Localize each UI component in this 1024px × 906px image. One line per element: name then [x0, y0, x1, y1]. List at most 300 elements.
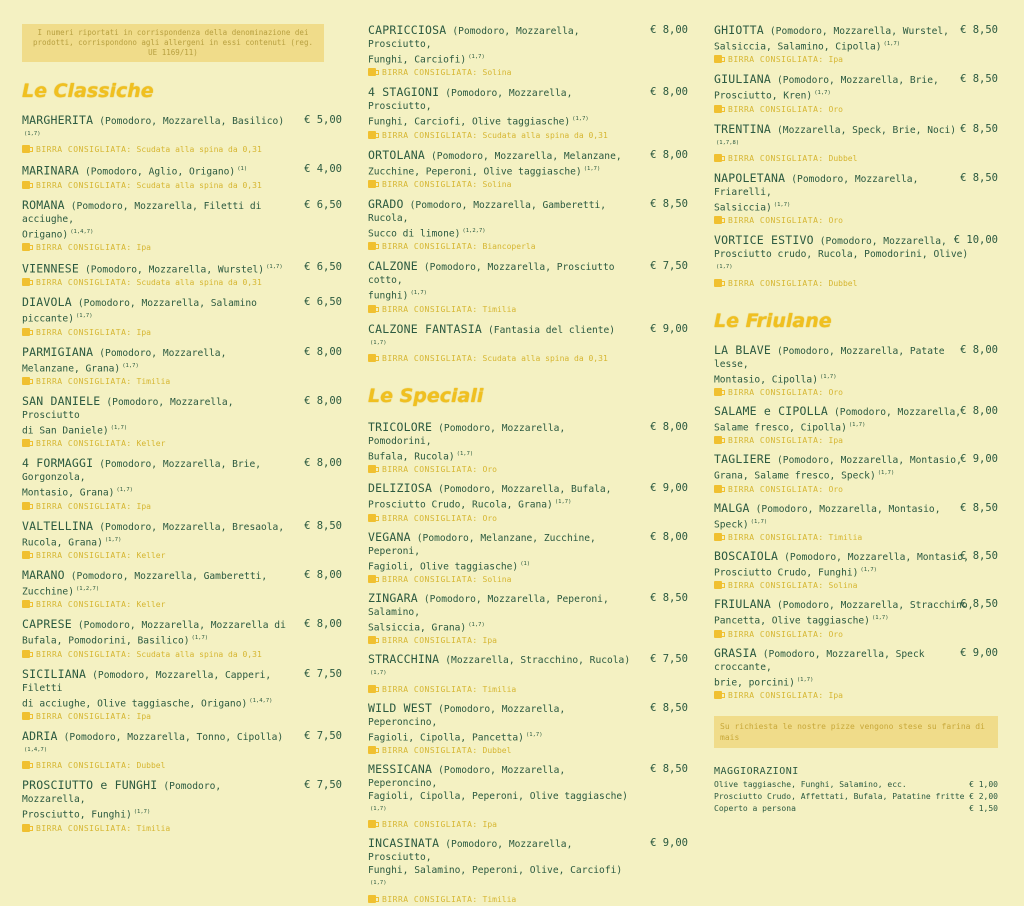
pizza-ingredients: (Pomodoro, Mozzarella, Speck croccante, [714, 648, 925, 673]
menu-item [368, 421, 688, 476]
beer-label: BIRRA CONSIGLIATA: [36, 439, 132, 449]
beer-name: Keller [136, 550, 166, 560]
beer-name: Timilia [828, 532, 863, 542]
menu-item-text [368, 24, 632, 66]
beer-name: Ipa [136, 242, 151, 252]
pizza-name: ORTOLANA [368, 147, 425, 162]
allergen-codes: (1,7) [122, 362, 139, 369]
pizza-ingredients: (Pomodoro, Mozzarella, Stracchino, [777, 600, 974, 612]
allergen-codes: (1,7) [819, 373, 837, 380]
menu-item-text [368, 482, 632, 511]
menu-item-text [22, 569, 286, 598]
pizza-ingredients: (Pomodoro, Mozzarella, Wurstel, [769, 26, 949, 37]
beer-mug-icon [22, 243, 30, 251]
menu-item-text [368, 260, 632, 302]
pizza-price: € 5,00 [304, 114, 342, 126]
pizza-ingredients: brie, porcini) [714, 676, 795, 688]
pizza-ingredients: (Pomodoro, Mozzarella, Montasio, [777, 455, 962, 467]
pizza-price: € 9,00 [650, 482, 688, 495]
pizza-name: BOSCAIOLA [714, 548, 779, 563]
menu-column-2 [368, 0, 688, 906]
pizza-ingredients: (Pomodoro, Mozzarella, Pomodorini, [368, 422, 566, 447]
beer-name: Oro [482, 513, 497, 523]
menu-item-text [368, 149, 632, 178]
beer-mug-icon [368, 465, 376, 473]
menu-item [714, 405, 998, 447]
beer-name: Ipa [828, 55, 843, 65]
allergen-codes: (1,7) [860, 566, 877, 573]
section-title-speciali: Le Speciali [368, 384, 484, 407]
beer-label: BIRRA CONSIGLIATA: [36, 180, 132, 190]
beer-label: BIRRA CONSIGLIATA: [36, 376, 132, 386]
beer-mug-icon [22, 650, 30, 658]
pizza-ingredients: (Pomodoro, Mozzarella, Peperoncino, [368, 764, 566, 789]
beer-recommendation [714, 690, 998, 702]
allergen-codes: (1,7) [370, 339, 387, 346]
pizza-price: € 8,50 [650, 762, 688, 775]
beer-mug-icon [714, 388, 722, 396]
beer-label: BIRRA CONSIGLIATA: [728, 532, 824, 542]
beer-recommendation [368, 684, 688, 696]
allergen-codes: (1,7) [133, 809, 151, 816]
maggiorazione-price: € 2,00 [969, 791, 998, 801]
beer-mug-icon [714, 105, 722, 113]
beer-label: BIRRA CONSIGLIATA: [728, 55, 824, 65]
pizza-ingredients: (Pomodoro, Mozzarella, Peperoni, Salamino, [368, 593, 609, 618]
allergen-codes: (1,4,7) [24, 746, 48, 753]
pizza-price: € 8,00 [650, 420, 688, 433]
beer-label: BIRRA CONSIGLIATA: [728, 278, 824, 288]
beer-recommendation [714, 532, 998, 544]
beer-label: BIRRA CONSIGLIATA: [36, 501, 132, 511]
pizza-ingredients: Fagioli, Cipolla, Peperoni, Olive taggiasche) [368, 790, 628, 802]
beer-label: BIRRA CONSIGLIATA: [382, 68, 478, 78]
menu-item [22, 395, 342, 450]
beer-label: BIRRA CONSIGLIATA: [36, 711, 132, 721]
beer-name: Oro [828, 629, 843, 639]
pizza-name: 4 STAGIONI [368, 85, 440, 100]
menu-item-text [368, 198, 632, 240]
pizza-name: SICILIANA [22, 666, 87, 681]
beer-mug-icon [22, 824, 30, 832]
menu-item-text [714, 405, 978, 434]
pizza-name: LA BLAVE [714, 342, 771, 357]
pizza-name: TRENTINA [714, 121, 771, 136]
beer-mug-icon [368, 131, 376, 139]
pizza-price: € 8,50 [960, 549, 998, 562]
menu-item-text [22, 779, 286, 821]
beer-name: Ipa [136, 501, 151, 511]
pizza-ingredients: Prosciutto, Funghi) [22, 809, 132, 821]
beer-label: BIRRA CONSIGLIATA: [728, 690, 824, 700]
allergen-codes: (1,7) [750, 518, 768, 525]
beer-label: BIRRA CONSIGLIATA: [382, 894, 478, 904]
allergen-codes: (1,7) [370, 805, 387, 812]
menu-item [22, 261, 342, 289]
pizza-name: GRASIA [714, 645, 757, 660]
allergen-codes: (1,7) [191, 635, 209, 642]
beer-name: Timilia [482, 894, 517, 904]
beer-mug-icon [22, 181, 30, 189]
menu-item-text [22, 346, 286, 375]
pizza-ingredients: Prosciutto Crudo, Rucola, Grana) [368, 499, 553, 511]
pizza-ingredients: Salsiccia, Grana) [368, 622, 467, 634]
pizza-ingredients: (Pomodoro, Mozzarella, Montasio, Speck) [714, 503, 941, 530]
allergen-codes: (1,7) [24, 131, 41, 137]
beer-name: Ipa [828, 436, 843, 446]
pizza-ingredients: (Pomodoro, Mozzarella, Gamberetti, Zucchine) [22, 570, 268, 598]
beer-recommendation [22, 711, 342, 723]
beer-name: Solina [828, 581, 858, 591]
beer-recommendation [714, 54, 998, 66]
menu-item [22, 730, 342, 772]
allergen-codes: (1,7) [848, 421, 866, 428]
pizza-name: INCASINATA [368, 836, 440, 851]
menu-item-text [368, 323, 632, 352]
menu-item [368, 198, 688, 253]
pizza-price: € 8,50 [304, 519, 342, 532]
pizza-ingredients: (Pomodoro, Mozzarella, Prosciutto, [368, 26, 580, 50]
pizza-ingredients: Prosciutto, Kren) [714, 90, 813, 102]
menu-item-text [714, 453, 978, 482]
beer-recommendation [368, 464, 688, 476]
pizza-ingredients: (Pomodoro, Mozzarella, Brie, Gorgonzola, [22, 459, 262, 484]
menu-item [368, 837, 688, 905]
beer-mug-icon [22, 377, 30, 385]
beer-recommendation [22, 376, 342, 388]
allergen-codes: (1,7) [583, 165, 601, 172]
beer-mug-icon [714, 279, 722, 287]
menu-item [368, 86, 688, 141]
pizza-name: TAGLIERE [714, 452, 771, 467]
menu-item [368, 702, 688, 757]
beer-mug-icon [368, 820, 376, 828]
menu-item-text [714, 73, 978, 102]
beer-name: Timilia [482, 684, 517, 694]
menu-item-text [22, 520, 286, 549]
pizza-name: PROSCIUTTO e FUNGHI [22, 778, 158, 793]
pizza-price: € 7,50 [304, 667, 342, 680]
pizza-name: CAPRICCIOSA [368, 23, 447, 37]
pizza-price: € 8,50 [650, 701, 688, 714]
beer-mug-icon [22, 600, 30, 608]
beer-mug-icon [368, 180, 376, 188]
beer-mug-icon [714, 485, 722, 493]
menu-item [714, 502, 998, 544]
beer-name: Ipa [482, 820, 497, 830]
menu-item [714, 73, 998, 115]
beer-recommendation [368, 745, 688, 757]
menu-item [368, 531, 688, 586]
maggiorazione-row [714, 803, 998, 815]
allergen-codes: (1,7) [110, 424, 128, 431]
beer-mug-icon [368, 575, 376, 583]
pizza-price: € 8,00 [960, 404, 998, 417]
menu-item [22, 569, 342, 611]
allergen-codes: (1,7) [468, 54, 485, 60]
menu-item [368, 24, 688, 79]
allergen-codes: (1,4,7) [249, 697, 273, 704]
beer-recommendation [22, 823, 342, 835]
menu-item [714, 598, 998, 640]
beer-mug-icon [368, 242, 376, 250]
pizza-ingredients: (Mozzarella, Stracchino, Rucola) [445, 655, 631, 667]
beer-mug-icon [368, 636, 376, 644]
pizza-ingredients: Origano) [22, 228, 69, 240]
beer-recommendation [22, 599, 342, 611]
beer-mug-icon [22, 145, 30, 153]
beer-mug-icon [22, 712, 30, 720]
beer-recommendation [368, 179, 688, 191]
pizza-price: € 6,50 [304, 296, 342, 309]
beer-mug-icon [368, 354, 376, 362]
menu-item-text [714, 550, 978, 579]
allergen-codes: (1,7) [468, 621, 485, 628]
allergen-codes: (1,7) [796, 676, 814, 683]
beer-mug-icon [368, 895, 376, 903]
pizza-name: CALZONE [368, 259, 418, 274]
beer-name: Dubbel [482, 745, 512, 755]
menu-item-text [22, 296, 286, 325]
pizza-price: € 8,00 [960, 343, 998, 356]
pizza-ingredients: (Pomodoro, Mozzarella, Wurstel) [85, 264, 265, 276]
pizza-price: € 6,50 [304, 260, 342, 273]
maggiorazione-price: € 1,50 [969, 803, 998, 813]
menu-item-text [22, 199, 286, 241]
beer-recommendation [22, 144, 342, 156]
beer-name: Oro [828, 216, 843, 226]
pizza-ingredients: Rucola, Grana) [22, 536, 103, 548]
pizza-name: MALGA [714, 500, 750, 515]
pizza-ingredients: Funghi, Salamino, Peperoni, Olive, Carciofi) [368, 865, 623, 877]
beer-name: Timilia [136, 823, 171, 833]
pizza-ingredients: (Pomodoro, Mozzarella, Prosciutto, [368, 88, 573, 113]
pizza-name: MESSICANA [368, 761, 433, 776]
beer-recommendation [714, 278, 998, 290]
allergen-codes: (1) [237, 166, 248, 173]
pizza-name: CAPRESE [22, 617, 72, 632]
beer-mug-icon [368, 68, 376, 76]
pizza-ingredients: funghi) [368, 290, 409, 302]
pizza-ingredients: (Pomodoro, Mozzarella, Tonno, Cipolla) [63, 731, 284, 743]
beer-recommendation [368, 574, 688, 586]
menu-item [22, 296, 342, 338]
beer-name: Biancoperla [482, 242, 536, 252]
beer-name: Dubbel [828, 278, 858, 288]
beer-name: Keller [136, 439, 166, 449]
beer-recommendation [22, 501, 342, 513]
maggiorazione-label: Coperto a persona [714, 803, 796, 813]
beer-name: Scudata alla spina da 0,31 [136, 649, 262, 659]
beer-label: BIRRA CONSIGLIATA: [382, 820, 478, 830]
pizza-ingredients: Montasio, Cipolla) [714, 373, 818, 385]
pizza-name: MARINARA [22, 163, 79, 178]
beer-mug-icon [22, 328, 30, 336]
beer-name: Ipa [136, 327, 151, 337]
beer-name: Keller [136, 600, 166, 610]
menu-item [22, 163, 342, 191]
beer-name: Scudata alla spina da 0,31 [136, 145, 262, 155]
maggiorazioni-title: MAGGIORAZIONI [714, 765, 799, 777]
allergen-codes: (1,7) [572, 116, 589, 123]
pizza-price: € 9,00 [960, 646, 998, 659]
beer-name: Oro [828, 484, 843, 494]
pizza-price: € 9,00 [650, 322, 688, 335]
beer-label: BIRRA CONSIGLIATA: [36, 145, 132, 155]
section-title-friulane: Le Friulane [714, 309, 832, 332]
pizza-price: € 8,50 [960, 73, 998, 86]
pizza-ingredients: (Pomodoro, Mozzarella, Prosciutto, [368, 839, 573, 864]
allergen-codes: (1,7,8) [716, 139, 740, 146]
menu-item-text [22, 730, 286, 759]
menu-item-text [714, 598, 978, 627]
menu-item [368, 323, 688, 365]
beer-name: Timilia [136, 376, 171, 386]
beer-recommendation [22, 327, 342, 339]
allergen-codes: (1,7) [877, 470, 895, 477]
menu-item [714, 234, 998, 289]
pizza-ingredients: (Pomodoro, Mozzarella, Capperi, Filetti [22, 669, 272, 694]
beer-mug-icon [22, 278, 30, 286]
menu-item [714, 647, 998, 702]
menu-item-text [368, 653, 632, 682]
maggiorazione-label: Olive taggiasche, Funghi, Salamino, ecc. [714, 779, 907, 789]
beer-name: Scudata alla spina da 0,31 [136, 180, 262, 190]
pizza-ingredients: Pancetta, Olive taggiasche) [714, 615, 870, 627]
pizza-price: € 8,00 [650, 86, 688, 99]
pizza-name: GIULIANA [714, 72, 771, 87]
pizza-name: GHIOTTA [714, 23, 764, 37]
pizza-price: € 8,00 [650, 24, 688, 36]
pizza-ingredients: (Pomodoro, Mozzarella, Patate lesse, [714, 345, 945, 370]
allergen-codes: (1,4,7) [70, 228, 94, 235]
pizza-name: SALAME e CIPOLLA [714, 403, 828, 418]
menu-item [368, 653, 688, 695]
beer-mug-icon [714, 581, 722, 589]
pizza-ingredients: (Mozzarella, Speck, Brie, Noci) [777, 124, 957, 136]
beer-mug-icon [714, 154, 722, 162]
pizza-price: € 7,50 [650, 653, 688, 666]
menu-item-text [714, 234, 978, 276]
allergen-codes: (1,7) [116, 487, 133, 494]
menu-item [368, 149, 688, 191]
pizza-ingredients: (Pomodoro, Mozzarella, Mozzarella di [77, 620, 286, 632]
beer-name: Dubbel [828, 153, 858, 163]
beer-recommendation [714, 104, 998, 116]
beer-recommendation [22, 760, 342, 772]
beer-label: BIRRA CONSIGLIATA: [382, 465, 478, 475]
pizza-ingredients: (Pomodoro, Mozzarella, Melanzane, Grana) [22, 347, 227, 374]
maggiorazione-price: € 1,00 [969, 779, 998, 789]
beer-recommendation [368, 513, 688, 525]
beer-mug-icon [22, 439, 30, 447]
pizza-ingredients: (Pomodoro, Mozzarella, Basilico) [99, 116, 285, 127]
beer-label: BIRRA CONSIGLIATA: [728, 629, 824, 639]
beer-label: BIRRA CONSIGLIATA: [36, 600, 132, 610]
beer-recommendation [714, 629, 998, 641]
section-title-classiche: Le Classiche [22, 80, 154, 102]
beer-label: BIRRA CONSIGLIATA: [728, 484, 824, 494]
beer-recommendation [714, 435, 998, 447]
pizza-price: € 8,00 [650, 148, 688, 161]
pizza-ingredients: (Pomodoro, Mozzarella, Prosciutto [22, 396, 234, 421]
beer-label: BIRRA CONSIGLIATA: [728, 153, 824, 163]
beer-label: BIRRA CONSIGLIATA: [382, 130, 478, 140]
maggiorazioni-list [714, 779, 998, 815]
allergen-codes: (1) [520, 560, 531, 567]
pizza-ingredients: (Pomodoro, Mozzarella, [819, 236, 947, 248]
pizza-ingredients: (Pomodoro, Mozzarella, [834, 406, 962, 418]
pizza-ingredients: (Pomodoro, Mozzarella, Brie, [777, 75, 939, 87]
pizza-name: STRACCHINA [368, 652, 440, 667]
beer-recommendation [368, 894, 688, 906]
beer-label: BIRRA CONSIGLIATA: [728, 581, 824, 591]
menu-item [714, 344, 998, 399]
pizza-price: € 9,00 [650, 837, 688, 850]
pizza-ingredients: Prosciutto Crudo, Funghi) [714, 567, 859, 579]
beer-name: Ipa [828, 690, 843, 700]
menu-item [22, 520, 342, 562]
beer-recommendation [714, 580, 998, 592]
pizza-ingredients: (Pomodoro, Mozzarella, Salamino piccante) [22, 298, 257, 325]
pizza-name: MARGHERITA [22, 113, 94, 127]
menu-item [22, 618, 342, 660]
beer-name: Scudata alla spina da 0,31 [482, 353, 608, 363]
pizza-name: MARANO [22, 567, 65, 582]
pizza-name: NAPOLETANA [714, 170, 786, 185]
beer-label: BIRRA CONSIGLIATA: [36, 327, 132, 337]
pizza-name: ZINGARA [368, 590, 418, 605]
beer-recommendation [368, 353, 688, 365]
mais-note: Su richiesta le nostre pizze vengono stese su farina di mais [714, 716, 998, 748]
pizza-ingredients: Zucchine, Peperoni, Olive taggiasche) [368, 165, 582, 177]
allergen-codes: (1,2,7) [462, 227, 486, 234]
beer-recommendation [714, 484, 998, 496]
pizza-name: TRICOLORE [368, 419, 433, 434]
pizza-ingredients: (Pomodoro, Mozzarella, [22, 781, 222, 806]
beer-recommendation [714, 153, 998, 165]
pizza-price: € 8,50 [960, 171, 998, 184]
allergen-codes: (1,7) [266, 263, 283, 270]
beer-recommendation [368, 130, 688, 142]
beer-recommendation [22, 277, 342, 289]
beer-recommendation [368, 304, 688, 316]
beer-recommendation [714, 215, 998, 227]
pizza-ingredients: (Pomodoro, Aglio, Origano) [85, 166, 236, 178]
beer-recommendation [368, 819, 688, 831]
menu-item-text [368, 702, 632, 744]
pizza-name: GRADO [368, 196, 404, 211]
pizza-price: € 8,50 [650, 591, 688, 604]
pizza-ingredients: Bufala, Pomodorini, Basilico) [22, 635, 190, 647]
pizza-price: € 8,00 [304, 568, 342, 581]
pizza-ingredients: (Pomodoro, Mozzarella, Bresaola, [99, 521, 285, 533]
pizza-ingredients: Montasio, Grana) [22, 487, 115, 499]
beer-name: Oro [828, 387, 843, 397]
beer-name: Ipa [136, 711, 151, 721]
pizza-price: € 8,50 [960, 598, 998, 611]
pizza-ingredients: (Pomodoro, Mozzarella, Melanzane, [431, 150, 622, 162]
menu-item-text [22, 395, 286, 437]
pizza-price: € 8,00 [304, 618, 342, 631]
pizza-ingredients: Fagioli, Cipolla, Pancetta) [368, 731, 524, 743]
beer-label: BIRRA CONSIGLIATA: [36, 761, 132, 771]
menu-item-text [22, 163, 286, 178]
pizza-ingredients: (Pomodoro, Mozzarella, Montasio, [784, 551, 969, 563]
pizza-ingredients: Bufala, Rucola) [368, 451, 455, 463]
menu-item [714, 550, 998, 592]
beer-mug-icon [714, 436, 722, 444]
